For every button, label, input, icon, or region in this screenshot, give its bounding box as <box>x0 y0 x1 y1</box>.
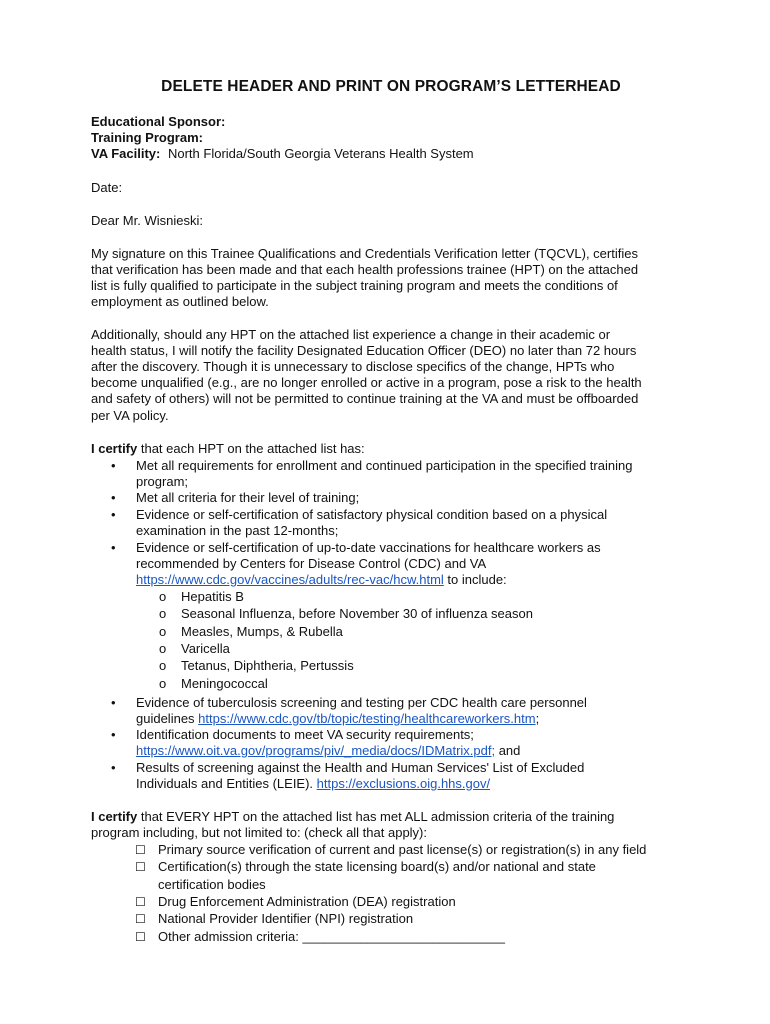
para2-line: and safety of others) will not be permitted to continue training at the VA and must be offboarded <box>91 391 639 406</box>
bullet-text: Met all criteria for their level of training; <box>136 490 360 505</box>
bullet-text-rest: to include: <box>443 572 507 587</box>
checkbox-label: Other admission criteria: ____________________________ <box>158 929 505 944</box>
vaccine-item: Meningococcal <box>181 676 268 691</box>
bullet-text: program; <box>136 474 189 489</box>
para2-line: health status, I will notify the facility Designated Education Officer (DEO) no later than 72 hours <box>91 343 637 358</box>
bullet-icon: • <box>111 727 116 742</box>
facility-value: North Florida/South Georgia Veterans Health System <box>167 146 474 161</box>
certify2-bold: I certify <box>91 809 138 824</box>
facility-label: VA Facility: <box>91 146 161 161</box>
sub-bullet-icon: o <box>159 606 167 621</box>
certify2-line <box>91 809 614 825</box>
bullet-text-pre: guidelines <box>136 711 199 726</box>
checkbox-label: Certification(s) through the state licensing board(s) and/or national and state <box>158 859 596 874</box>
bullet-text: Evidence or self-certification of up-to-date vaccinations for healthcare workers as <box>136 540 601 555</box>
sponsor-label: Educational Sponsor: <box>91 114 226 129</box>
sub-bullet-icon: o <box>159 676 167 691</box>
bullet-text: Evidence or self-certification of satisfactory physical condition based on a physical <box>136 507 608 522</box>
sub-bullet-icon: o <box>159 624 167 639</box>
checkbox-label: certification bodies <box>158 877 266 892</box>
bullet-text-pre: Individuals and Entities (LEIE). <box>136 776 317 791</box>
bullet-text: recommended by Centers for Disease Control (CDC) and VA <box>136 556 487 571</box>
vaccine-item: Tetanus, Diphtheria, Pertussis <box>181 658 354 673</box>
bullet-icon: • <box>111 540 116 555</box>
bullet-text-rest: ; <box>535 711 540 726</box>
bullet-text <box>136 743 520 759</box>
certify2-rest: that EVERY HPT on the attached list has met ALL admission criteria of the training <box>137 809 615 824</box>
para2-line: become unqualified (e.g., are no longer enrolled or active in a program, pose a risk to the health <box>91 375 642 390</box>
bullet-text-rest: and <box>495 743 521 758</box>
certify1-rest: that each HPT on the attached list has: <box>137 441 365 456</box>
salutation: Dear Mr. Wisnieski: <box>91 213 203 228</box>
checkbox[interactable]: ☐ <box>135 860 146 874</box>
sub-bullet-icon: o <box>159 589 167 604</box>
vaccine-item: Varicella <box>181 641 230 656</box>
para1-line: My signature on this Trainee Qualifications and Credentials Verification letter (TQCVL), certifies <box>91 246 638 261</box>
para2-line: Additionally, should any HPT on the attached list experience a change in their academic or <box>91 327 611 342</box>
vaccine-item: Seasonal Influenza, before November 30 of influenza season <box>181 606 533 621</box>
bullet-text <box>136 572 507 588</box>
bullet-text: Identification documents to meet VA security requirements; <box>136 727 474 742</box>
sub-bullet-icon: o <box>159 641 167 656</box>
checkbox-label: National Provider Identifier (NPI) registration <box>158 911 414 926</box>
checkbox-label: Drug Enforcement Administration (DEA) registration <box>158 894 456 909</box>
certify2-line2: program including, but not limited to: (check all that apply): <box>91 825 428 840</box>
sub-bullet-icon: o <box>159 658 167 673</box>
bullet-icon: • <box>111 490 116 505</box>
checkbox[interactable]: ☐ <box>135 843 146 857</box>
bullet-icon: • <box>111 695 116 710</box>
para1-line: list is fully qualified to participate in the subject training program and meets the conditions of <box>91 278 618 293</box>
checkbox[interactable]: ☐ <box>135 895 146 909</box>
checkbox[interactable]: ☐ <box>135 912 146 926</box>
oit-idmatrix-link[interactable]: https://www.oit.va.gov/programs/piv/_media/docs/IDMatrix.pdf; <box>136 743 496 758</box>
vaccine-item: Measles, Mumps, & Rubella <box>181 624 343 639</box>
date-label: Date: <box>91 180 123 195</box>
bullet-icon: • <box>111 507 116 522</box>
para2-line: after the discovery. Though it is unnecessary to disclose specifics of the change, HPTs who <box>91 359 615 374</box>
checkbox[interactable]: ☐ <box>135 930 146 944</box>
facility-line <box>91 146 474 162</box>
para1-line: that verification has been made and that each health professions trainee (HPT) on the attached <box>91 262 639 277</box>
para1-line: employment as outlined below. <box>91 294 269 309</box>
page-title: DELETE HEADER AND PRINT ON PROGRAM’S LETTERHEAD <box>161 78 621 95</box>
para2-line: per VA policy. <box>91 408 169 423</box>
cdc-vaccine-link[interactable]: https://www.cdc.gov/vaccines/adults/rec-vac/hcw.html <box>136 572 444 587</box>
bullet-text: examination in the past 12-months; <box>136 523 339 538</box>
bullet-text <box>136 776 490 792</box>
bullet-icon: • <box>111 458 116 473</box>
oig-exclusions-link[interactable]: https://exclusions.oig.hhs.gov/ <box>316 776 491 791</box>
bullet-text: Met all requirements for enrollment and continued participation in the specified training <box>136 458 633 473</box>
checkbox-label: Primary source verification of current and past license(s) or registration(s) in any field <box>158 842 647 857</box>
bullet-text: Results of screening against the Health and Human Services' List of Excluded <box>136 760 585 775</box>
certify1-line <box>91 441 365 457</box>
vaccine-item: Hepatitis B <box>181 589 244 604</box>
cdc-tb-link[interactable]: https://www.cdc.gov/tb/topic/testing/healthcareworkers.htm <box>198 711 536 726</box>
bullet-icon: • <box>111 760 116 775</box>
certify1-bold: I certify <box>91 441 138 456</box>
program-label: Training Program: <box>91 130 203 145</box>
bullet-text: Evidence of tuberculosis screening and testing per CDC health care personnel <box>136 695 587 710</box>
bullet-text <box>136 711 539 727</box>
